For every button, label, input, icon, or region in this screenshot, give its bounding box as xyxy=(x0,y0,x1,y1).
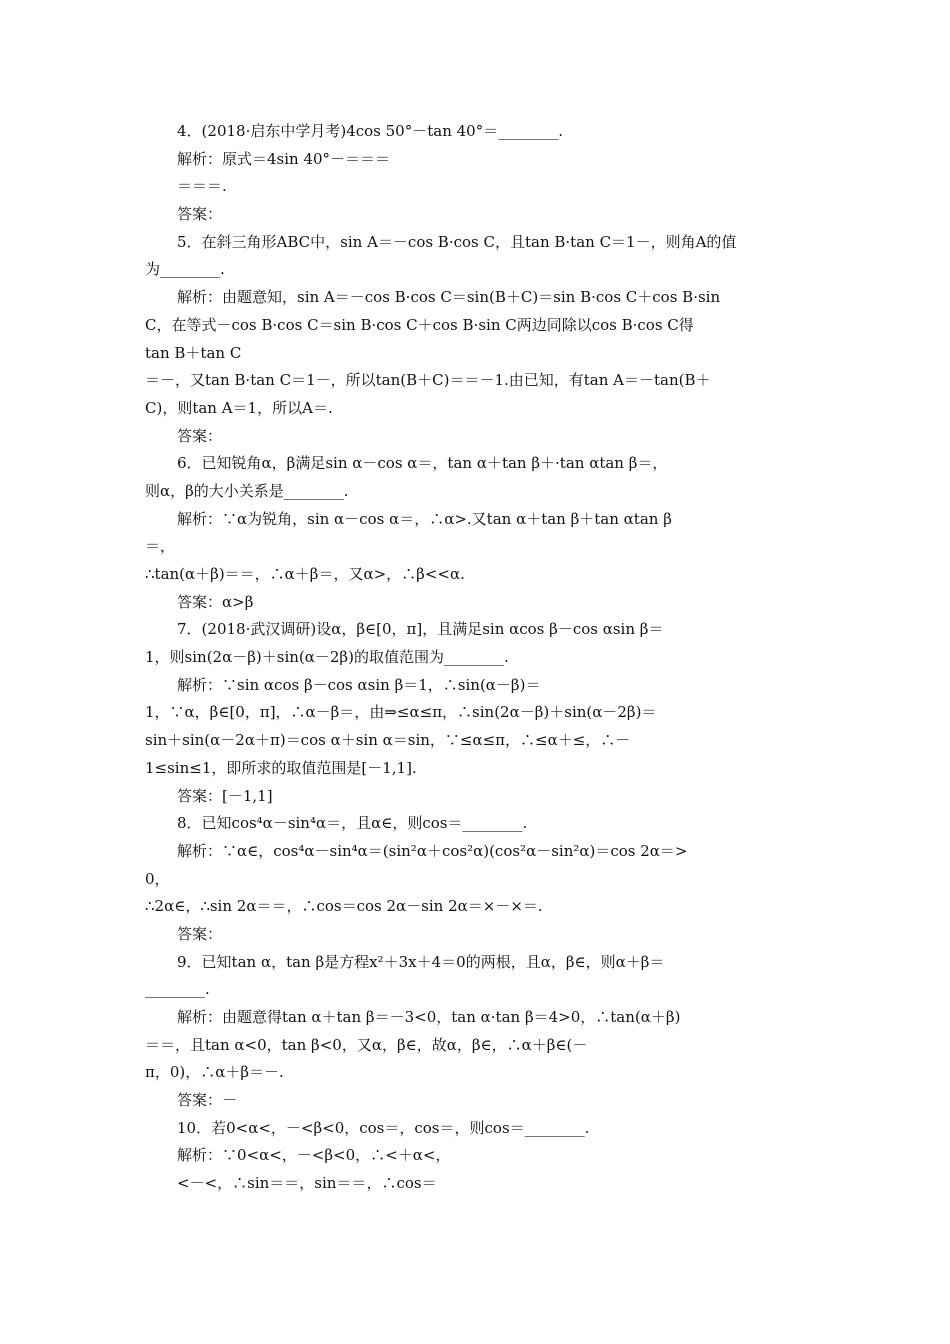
text-line: ＝＝，且tan α<0，tan β<0，又α，β∈，故α，β∈，∴α＋β∈(－ xyxy=(145,1035,588,1054)
text-line: 9．已知tan α，tan β是方程x²＋3x＋4＝0的两根，且α，β∈，则α＋β＝ xyxy=(177,952,665,971)
text-line: 1≤sin≤1，即所求的取值范围是[－1,1]. xyxy=(145,758,417,777)
text-line: C，在等式－cos B·cos C＝sin B·cos C＋cos B·sin C两边同除以cos B·cos C得 xyxy=(145,315,694,334)
text-line: tan B＋tan C xyxy=(145,343,242,362)
text-line: ＝－，又tan B·tan C＝1－，所以tan(B＋C)＝＝－1.由已知，有tan A＝－tan(B＋ xyxy=(145,371,711,390)
text-line: 1，则sin(2α－β)＋sin(α－2β)的取值范围为________. xyxy=(145,648,509,667)
text-line: 1，∵α，β∈[0，π]，∴α－β＝，由⇒≤α≤π，∴sin(2α－β)＋sin(α－2β)＝ xyxy=(145,703,657,722)
text-line: 答案： xyxy=(177,426,223,445)
document-body xyxy=(145,118,810,1198)
text-line: ＝， xyxy=(145,537,176,556)
text-line: 答案： xyxy=(177,205,223,224)
text-line: 则α，β的大小关系是________. xyxy=(145,481,349,500)
text-line: 解析：∵α∈，cos⁴α－sin⁴α＝(sin²α＋cos²α)(cos²α－sin²α)＝cos 2α＝> xyxy=(177,841,688,860)
text-line: ________. xyxy=(145,980,210,999)
text-line: <－<，∴sin＝＝，sin＝＝，∴cos＝ xyxy=(177,1174,437,1193)
text-line: 7．(2018·武汉调研)设α，β∈[0，π]，且满足sin αcos β－cos αsin β＝ xyxy=(177,620,664,639)
text-line: 答案：α>β xyxy=(177,592,254,611)
text-line: 为________. xyxy=(145,260,225,279)
text-line: 答案：[－1,1] xyxy=(177,786,273,805)
text-line: 解析：∵0<α<，－<β<0，∴<＋α<， xyxy=(177,1146,451,1165)
text-line: 6．已知锐角α，β满足sin α－cos α＝，tan α＋tan β＋·tan αtan β＝， xyxy=(177,454,668,473)
text-line: 0， xyxy=(145,869,170,888)
text-line: π，0)，∴α＋β＝－. xyxy=(145,1063,284,1082)
text-line: 答案：－ xyxy=(177,1091,238,1110)
text-line: ∴2α∈，∴sin 2α＝＝，∴cos＝cos 2α－sin 2α＝×－×＝. xyxy=(145,897,543,916)
text-line: ∴tan(α＋β)＝＝，∴α＋β＝，又α>，∴β<<α. xyxy=(145,565,465,583)
text-line: 答案： xyxy=(177,924,223,943)
text-line: 解析：由题意知，sin A＝－cos B·cos C＝sin(B＋C)＝sin B·cos C＋cos B·sin xyxy=(177,288,721,307)
text-line: 10．若0<α<，－<β<0，cos＝，cos＝，则cos＝________. xyxy=(177,1118,590,1137)
text-line: 8．已知cos⁴α－sin⁴α＝，且α∈，则cos＝________. xyxy=(177,814,528,833)
text-line: 解析：∵sin αcos β－cos αsin β＝1，∴sin(α－β)＝ xyxy=(177,675,541,694)
text-line: 4．(2018·启东中学月考)4cos 50°－tan 40°＝________. xyxy=(177,122,563,140)
text-line: 5．在斜三角形ABC中，sin A＝－cos B·cos C，且tan B·tan C＝1－，则角A的值 xyxy=(177,232,737,251)
text-line: sin＋sin(α－2α＋π)＝cos α＋sin α＝sin，∵≤α≤π，∴≤α＋≤，∴－ xyxy=(145,731,631,750)
text-line: 解析：原式＝4sin 40°－＝＝＝ xyxy=(177,149,391,168)
text-line: 解析：∵α为锐角，sin α－cos α＝，∴α>.又tan α＋tan β＋tan αtan β xyxy=(177,509,672,528)
text-line: C)，则tan A＝1，所以A＝. xyxy=(145,398,333,417)
text-line: ＝＝＝. xyxy=(177,177,227,196)
text-line: 解析：由题意得tan α＋tan β＝－3<0，tan α·tan β＝4>0，∴tan(α＋β) xyxy=(177,1008,681,1026)
